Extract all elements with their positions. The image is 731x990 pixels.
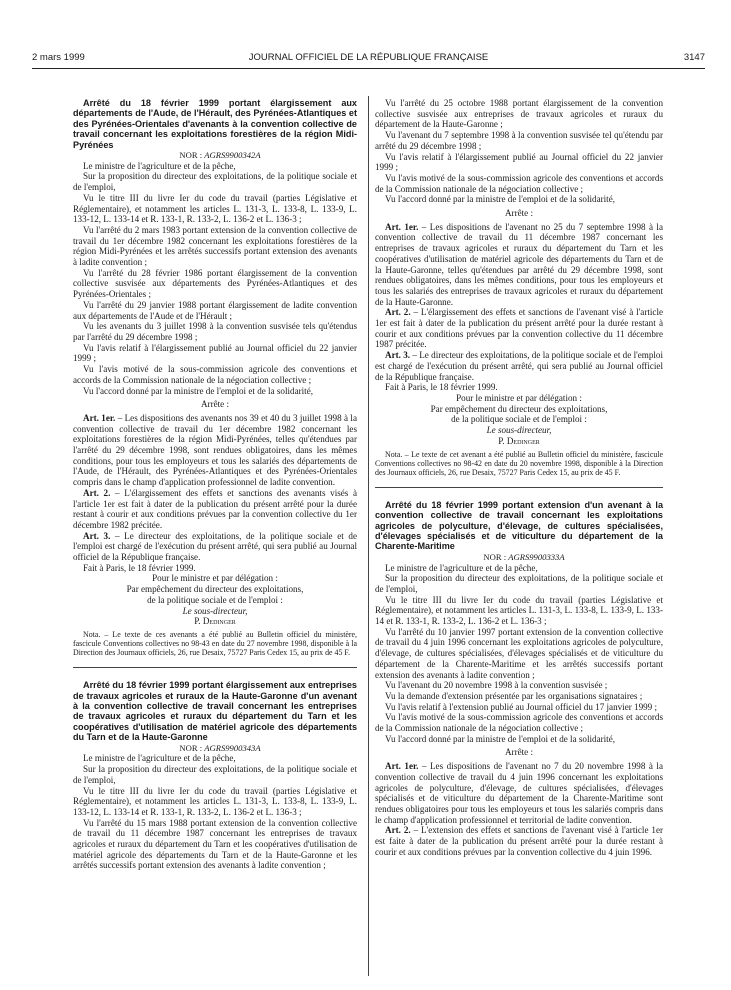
signature-line: Pour le ministre et par délégation : — [456, 392, 582, 403]
nota: Nota. – Le texte de ces avenants a été publié au Bulletin officiel du ministère, fascicule Conventions collectives no 98-43 en date du 27 novembre 1998, disponible à la Direction des Journaux officiels, 26, rue Desaix, 75727 Paris Cedex 15, au prix de 45 F. — [73, 629, 357, 658]
paragraph: Vu les avenants du 3 juillet 1998 à la convention susvisée tels qu'étendus par l'arrêté du 29 décembre 1998 ; — [73, 321, 357, 342]
paragraph: Le ministre de l'agriculture et de la pêche, — [385, 562, 538, 573]
signature-line: Pour le ministre et par délégation : — [152, 573, 278, 584]
decree-1-body — [73, 161, 357, 658]
signature-line: de la politique sociale et de l'emploi : — [147, 594, 283, 605]
paragraph: Vu l'arrêté du 2 mars 1983 portant extension de la convention collective de travail du 1er décembre 1982 concernant les exploitations forestières de la région Midi-Pyrénées et les arrêtés successifs portant extension des avenants à ladite convention ; — [73, 224, 357, 268]
article: Art. 3. – Le directeur des exploitations, de la politique sociale et de l'emploi est chargé de l'exécution du présent arrêté, qui sera publié au Journal officiel de la République française. — [375, 350, 663, 382]
paragraph: Sur la proposition du directeur des exploitations, de la politique sociale et de l'emploi, — [73, 171, 357, 193]
header-journal-title: JOURNAL OFFICIEL DE LA RÉPUBLIQUE FRANÇAISE — [248, 52, 489, 63]
arrete-heading: Arrête : — [200, 399, 230, 410]
decree-2-nor: NOR : AGRS9900343A — [179, 742, 261, 753]
article: Art. 2. – L'élargissement des effets et sanctions de l'avenant visé à l'article 1er est fait à dater de la publication du présent arrêté pour la durée restant à courir et aux conditions prévues par la convention collective du 11 décembre 1987 précitée. — [375, 307, 664, 350]
signatory-name: P. Dedinger — [194, 616, 236, 627]
decree-3 — [375, 500, 663, 858]
paragraph: Vu le titre III du livre Ier du code du travail (parties Législative et Réglementaire), et notamment les articles L. 131-3, L. 133-8, L. 133-9, L. 133-14 et R. 133-1, R. 133-2, L. 136-2 et L. 136-3 ; — [375, 594, 663, 627]
paragraph: Vu l'avis motivé de la sous-commission agricole des conventions et accords de la Commission nationale de la négociation collective ; — [73, 364, 357, 385]
arrete-heading: Arrête : — [504, 208, 534, 219]
left-column — [73, 98, 357, 871]
column-divider — [368, 96, 369, 976]
paragraph: Vu l'avis motivé de la sous-commission agricole des conventions et accords de la Commission nationale de la négociation collective ; — [375, 712, 663, 734]
paragraph: Vu l'arrêté du 15 mars 1988 portant extension de la convention collective de travail du 11 décembre 1987 concernant les entreprises de travaux agricoles et ruraux du département du Tarn et les coopératives d'utilisation de matériel agricole des départements du Tarn et de la Haute-Garonne et les arrêtés successifs portant extension des avenants à ladite convention ; — [73, 817, 357, 871]
signature-title: Le sous-directeur, — [182, 605, 248, 616]
article: Art. 3. – Le directeur des exploitations, de la politique sociale et de l'emploi est chargé de l'exécution du présent arrêté, qui sera publié au Journal officiel de la République française. — [73, 530, 357, 563]
paragraph: Vu l'avis relatif à l'élargissement publié au Journal officiel du 22 janvier 1999 ; — [73, 342, 357, 364]
decree-1 — [73, 98, 357, 657]
paragraph: Vu l'avenant du 20 novembre 1998 à la convention susvisée ; — [385, 680, 608, 691]
signature-line: Par empêchement du directeur des exploitations, — [430, 403, 608, 414]
signature-title: Le sous-directeur, — [486, 425, 552, 436]
paragraph: Vu le titre III du livre Ier du code du travail (parties Législative et Réglementaire), et notamment les articles L. 131-3, L. 133-8, L. 133-9, L. 133-12, L. 133-14 et R. 133-1, R. 133-2, L. 136-2 et L. 136-3 ; — [73, 192, 357, 225]
decree-3-title: Arrêté du 18 février 1999 portant extension d'un avenant à la convention collective de travail concernant les exploitations agricoles de polyculture, d'élevage, de cultures spécialisées, d'élevages spécialisés et de viticulture du département de la Charente-Maritime — [375, 499, 663, 552]
paragraph: Le ministre de l'agriculture et de la pêche, — [83, 160, 236, 171]
signing-place-date: Fait à Paris, le 18 février 1999. — [83, 562, 196, 573]
signatory-name: P. Dedinger — [498, 435, 540, 446]
decree-1-title: Arrêté du 18 février 1999 portant élargissement aux départements de l'Aude, de l'Hérault, des Pyrénées-Atlantiques et des Pyrénées-Orientales d'avenants à la convention collective de travail concernant les exploitations forestières de la région Midi-Pyrénées — [73, 98, 357, 150]
paragraph: Sur la proposition du directeur des exploitations, de la politique sociale et de l'emploi, — [375, 573, 663, 594]
decree-separator — [73, 667, 357, 668]
page-header — [32, 52, 705, 66]
paragraph: Vu l'avis relatif à l'extension publié au Journal officiel du 17 janvier 1999 ; — [385, 701, 658, 712]
paragraph: Vu l'arrêté du 29 janvier 1988 portant élargissement de ladite convention aux départements de l'Aude et de l'Hérault ; — [73, 299, 357, 321]
signature-line: Par empêchement du directeur des exploitations, — [126, 584, 304, 595]
article: Art. 1er. – Les dispositions de l'avenant no 25 du 7 septembre 1998 à la convention collective de travail du 11 décembre 1987 concernant les entreprises de travaux agricoles et ruraux du département du Tarn et les coopératives d'utilisation de matériel agricole des départements du Tarn et de la Haute-Garonne, telles qu'étendues par arrêté du 29 décembre 1998, sont rendues obligatoires, dans les mêmes conditions, pour tous les employeurs et tous les salariés des entreprises de travaux agricoles et ruraux du département de la Haute-Garonne. — [375, 221, 663, 307]
nota: Nota. – Le texte de cet avenant a été publié au Bulletin officiel du ministère, fascicule Conventions collectives no 98-42 en date du 20 novembre 1998, disponible à la Direction des Journaux officiels, 26, rue Desaix, 75727 Paris Cedex 15, au prix de 45 F. — [375, 449, 663, 477]
decree-2 — [73, 680, 357, 871]
paragraph: Vu l'arrêté du 28 février 1986 portant élargissement de la convention collective susvisée aux départements des Pyrénées-Atlantiques et des Pyrénées-Orientales ; — [73, 267, 357, 300]
paragraph: Vu le titre III du livre Ier du code du travail (parties Législative et Réglementaire), et notamment les articles L. 131-3, L. 133-8, L. 133-9, L. 133-12, L. 133-14 et R. 133-1, R. 133-2, L. 136-2 et L. 136-3 ; — [73, 785, 357, 817]
signature-line: de la politique sociale et de l'emploi : — [451, 414, 587, 425]
paragraph: Vu l'accord donné par la ministre de l'emploi et de la solidarité, — [83, 385, 313, 396]
signing-place-date: Fait à Paris, le 18 février 1999. — [385, 382, 498, 393]
header-page-number: 3147 — [683, 52, 705, 63]
article: Art. 2. – L'extension des effets et sanctions de l'avenant visé à l'article 1er est faite à dater de la publication du présent arrêté pour la durée restant à courir et aux conditions prévues par la convention collective du 4 juin 1996. — [375, 825, 664, 857]
article: Art. 1er. – Les dispositions des avenants nos 39 et 40 du 3 juillet 1998 à la convention collective de travail du 1er décembre 1982 concernant les exploitations forestières de la région Midi-Pyrénées, telles qu'étendues par l'arrêté du 29 décembre 1998, sont rendues obligatoires, dans les mêmes conditions, pour tous les employeurs et tous les salariés des départements de l'Aude, de l'Hérault, des Pyrénées-Atlantiques et des Pyrénées-Orientales compris dans le champ d'application professionnel de ladite convention. — [73, 412, 357, 488]
header-rule — [32, 68, 705, 69]
paragraph: Vu l'arrêté du 25 octobre 1988 portant élargissement de la convention collective susvisée aux entreprises de travaux agricoles et ruraux du département de la Haute-Garonne ; — [375, 98, 663, 130]
arrete-heading: Arrête : — [504, 747, 534, 758]
decree-2-body — [73, 753, 357, 871]
paragraph: Vu l'avis motivé de la sous-commission agricole des conventions et accords de la Commission nationale de la négociation collective ; — [375, 172, 663, 194]
article: Art. 1er. – Les dispositions de l'avenant no 7 du 20 novembre 1998 à la convention collective de travail du 4 juin 1996 concernant les exploitations agricoles de polyculture, d'élevage, de cultures spécialisées, d'élevages spécialisés et de viticulture du département de la Charente-Maritime sont rendues obligatoires pour tous les employeurs et tous les salariés compris dans le champ d'application professionnel et territorial de ladite convention. — [375, 761, 663, 825]
paragraph: Sur la proposition du directeur des exploitations, de la politique sociale et de l'emploi, — [73, 764, 357, 785]
right-column — [375, 98, 663, 858]
header-date: 2 mars 1999 — [32, 52, 85, 63]
decree-3-nor: NOR : AGRS9900333A — [483, 551, 565, 562]
decree-separator — [375, 487, 663, 488]
paragraph: Vu la demande d'extension présentée par les organisations signataires ; — [385, 690, 643, 701]
paragraph: Vu l'avis relatif à l'élargissement publié au Journal officiel du 22 janvier 1999 ; — [375, 151, 663, 173]
paragraph: Vu l'accord donné par la ministre de l'emploi et de la solidarité, — [385, 194, 615, 205]
article: Art. 2. – L'élargissement des effets et sanctions des avenants visés à l'article 1er est fait à dater de la publication du présent arrêté pour la durée restant à courir et aux conditions prévues par la convention collective du 1er décembre 1982 précitée. — [73, 487, 358, 530]
decree-1-nor: NOR : AGRS9900342A — [179, 150, 261, 161]
paragraph: Vu l'arrêté du 10 janvier 1997 portant extension de la convention collective de travail du 4 juin 1996 concernant les exploitations agricoles de polyculture, d'élevage, de cultures spécialisées, d'élevages spécialisés et de viticulture du département de la Charente-Maritime et les arrêtés successifs portant extension des avenants à ladite convention ; — [375, 626, 663, 680]
paragraph: Vu l'avenant du 7 septembre 1998 à la convention susvisée tel qu'étendu par arrêté du 29 décembre 1998 ; — [375, 130, 663, 151]
paragraph: Le ministre de l'agriculture et de la pêche, — [83, 753, 236, 764]
decree-2-title: Arrêté du 18 février 1999 portant élargissement aux entreprises de travaux agricoles et ruraux de la Haute-Garonne d'un avenant à la convention collective de travail concernant les entreprises de travaux agricoles et ruraux du département du Tarn et les coopératives d'utilisation de matériel agricole des départements du Tarn et de la Haute-Garonne — [73, 680, 357, 743]
paragraph: Vu l'accord donné par la ministre de l'emploi et de la solidarité, — [385, 733, 615, 744]
decree-2-continued — [375, 98, 663, 477]
